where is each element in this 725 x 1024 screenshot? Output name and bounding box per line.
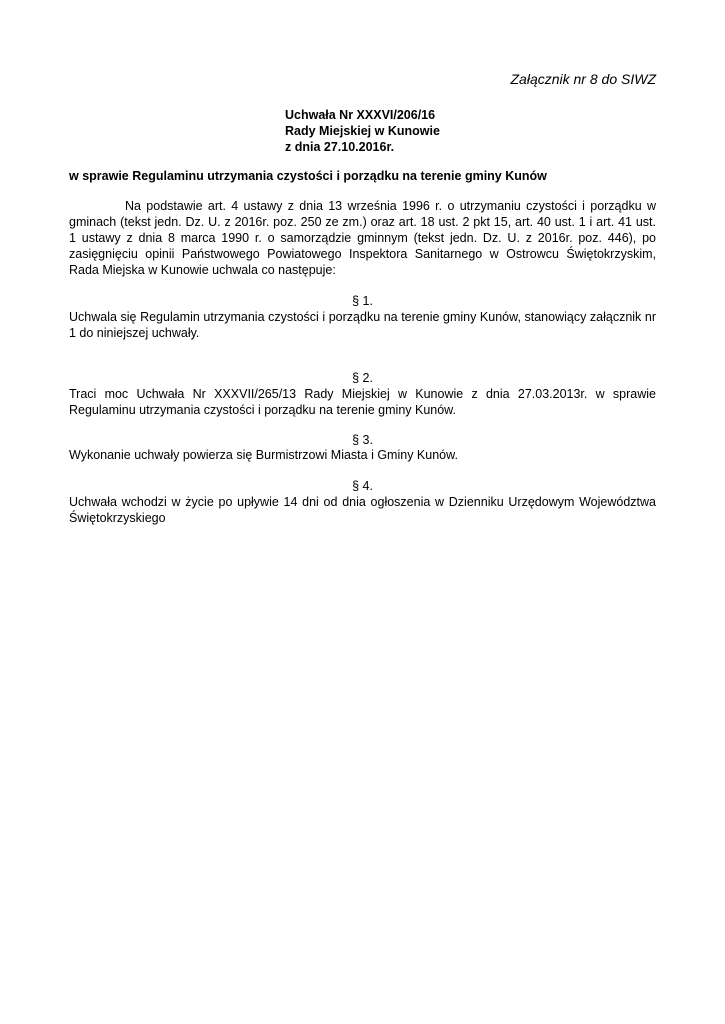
paragraph-4-number: § 4. bbox=[352, 479, 373, 493]
preamble-text: Na podstawie art. 4 ustawy z dnia 13 września 1996 r. o utrzymaniu czystości i porządku w gminach (tekst jedn. Dz. U. z 2016r. poz. 250 ze zm.) oraz art. 18 ust. 2 pkt 15, art. 40 ust. 1 i art. 41 ust. 1 ustawy z dnia 8 marca 1990 r. o samorządzie gminnym (tekst jedn. Dz. U. z 2016r. poz. 446), po zasięgnięciu opinii Państwowego Powiatowego Inspektora Sanitarnego w Ostrowcu Świętokrzyskim, Rada Miejska w Kunowie uchwala co następuje: bbox=[69, 199, 656, 277]
paragraph-3-number: § 3. bbox=[352, 433, 373, 447]
resolution-subject: w sprawie Regulaminu utrzymania czystości i porządku na terenie gminy Kunów bbox=[69, 169, 547, 183]
resolution-council: Rady Miejskiej w Kunowie bbox=[285, 124, 440, 138]
paragraph-2-number: § 2. bbox=[352, 371, 373, 385]
paragraph-1-text: Uchwala się Regulamin utrzymania czystości i porządku na terenie gminy Kunów, stanowiący załącznik nr 1 do niniejszej uchwały. bbox=[69, 310, 656, 340]
resolution-date: z dnia 27.10.2016r. bbox=[285, 140, 395, 154]
resolution-header bbox=[285, 107, 440, 155]
paragraph-4-text: Uchwała wchodzi w życie po upływie 14 dni od dnia ogłoszenia w Dzienniku Urzędowym Województwa Świętokrzyskiego bbox=[69, 495, 656, 525]
paragraph-2-text: Traci moc Uchwała Nr XXXVII/265/13 Rady Miejskiej w Kunowie z dnia 27.03.2013r. w sprawie Regulaminu utrzymania czystości i porządku na terenie gminy Kunów. bbox=[69, 387, 656, 417]
paragraph-3-text: Wykonanie uchwały powierza się Burmistrzowi Miasta i Gminy Kunów. bbox=[69, 448, 458, 462]
paragraph-1-number: § 1. bbox=[352, 294, 373, 308]
attachment-label: Załącznik nr 8 do SIWZ bbox=[510, 71, 656, 87]
resolution-number: Uchwała Nr XXXVI/206/16 bbox=[285, 108, 436, 122]
